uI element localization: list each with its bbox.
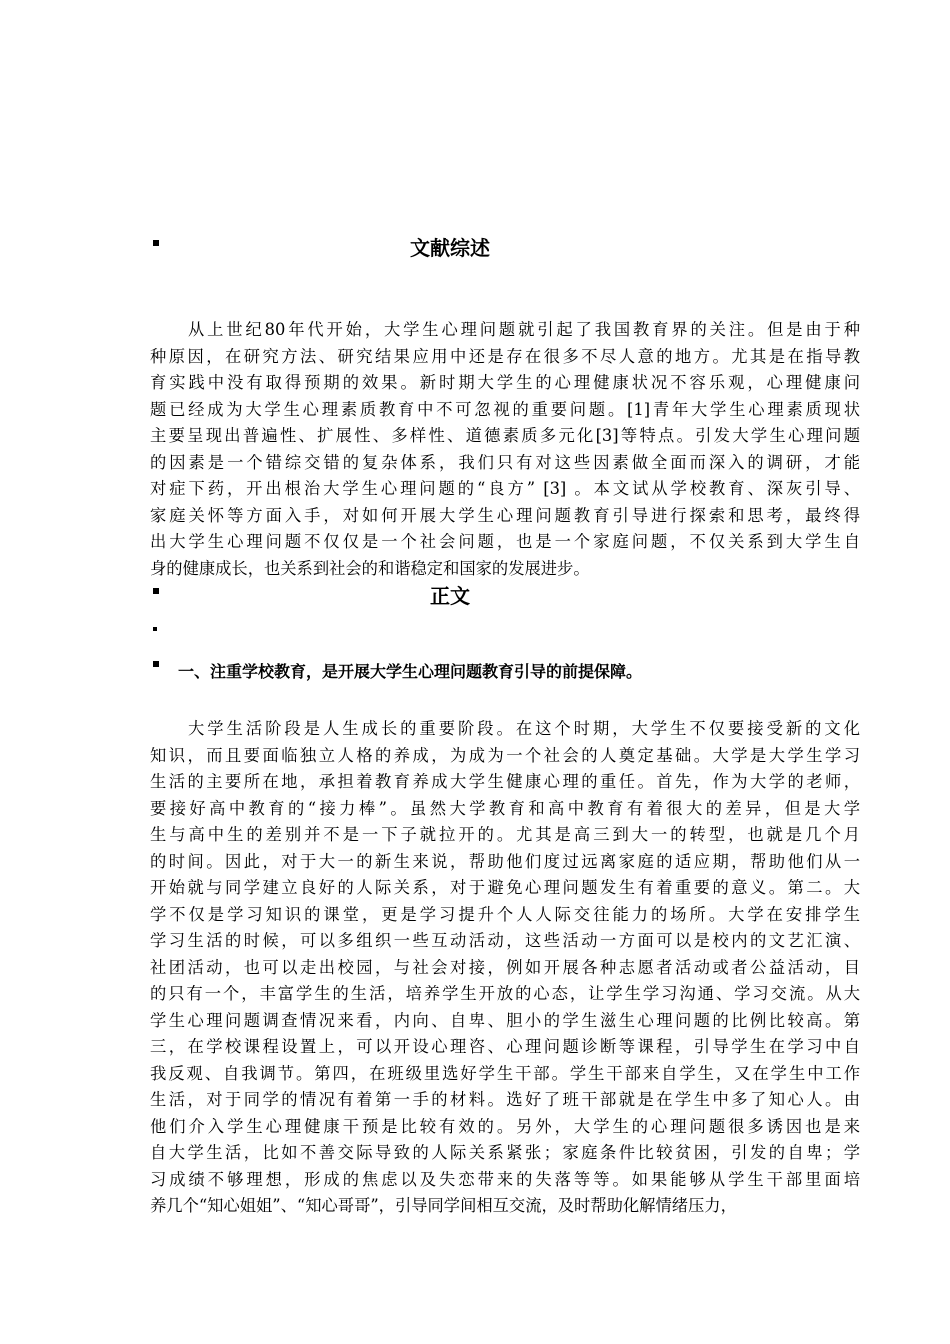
text-line: 身的健康成长，也关系到社会的和谐稳定和国家的发展进步。	[150, 558, 590, 578]
text-line: 开始就与同学建立良好的人际关系，对于避免心理问题发生有着重要的意义。第二。大	[150, 878, 860, 897]
text-line: 三，在学校课程设置上，可以开设心理咨、心理问题诊断等课程，引导学生在学习中自	[150, 1037, 860, 1056]
text-line: 出大学生心理问题不仅仅是一个社会问题，也是一个家庭问题，不仅关系到大学生自	[150, 532, 860, 551]
text-line: 习成绩不够理想，形成的焦虑以及失恋带来的失落等等。如果能够从学生干部里面培	[150, 1169, 860, 1189]
section-title-main-body: 正文	[430, 584, 470, 608]
text-line: 种原因，在研究方法、研究结果应用中还是存在很多不尽人意的地方。尤其是在指导教	[150, 346, 860, 366]
text-line: 要接好高中教育的“接力棒”。虽然大学教育和高中教育有着很大的差异，但是大学	[150, 798, 860, 818]
text-line: 养几个“知心姐姐”、“知心哥哥”，引导同学间相互交流，及时帮助化解情绪压力，	[150, 1196, 737, 1215]
text-line: 的只有一个，丰富学生的生活，培养学生开放的心态，让学生学习沟通、学习交流。从大	[150, 984, 860, 1003]
text-line: 主要呈现出普遍性、扩展性、多样性、道德素质多元化[3]等特点。引发大学生心理问题	[150, 426, 860, 445]
text-line: 的因素是一个错综交错的复杂体系，我们只有对这些因素做全面而深入的调研，才能	[150, 452, 860, 472]
text-line: 生与高中生的差别并不是一下子就拉开的。尤其是高三到大一的转型，也就是几个月	[150, 825, 860, 844]
empty-bullet-marker	[153, 627, 157, 631]
text-line: 的时间。因此，对于大一的新生来说，帮助他们度过远离家庭的适应期，帮助他们从一	[150, 851, 860, 871]
section-title-literature-review: 文献综述	[410, 236, 490, 260]
text-line: 对症下药，开出根治大学生心理问题的“良方” [3] 。本文试从学校教育、深灰引导、	[150, 479, 860, 498]
text-line: 育实践中没有取得预期的效果。新时期大学生的心理健康状况不容乐观，心理健康问	[150, 373, 860, 392]
literature-review-paragraph	[150, 317, 860, 582]
text-line: 生活，对于同学的情况有着第一手的材料。选好了班干部就是在学生中多了知心人。由	[150, 1090, 860, 1109]
text-line: 题已经成为大学生心理素质教育中不可忽视的重要问题。[1]青年大学生心理素质现状	[150, 399, 860, 419]
text-line: 自大学生活，比如不善交际导致的人际关系紧张；家庭条件比较贫困，引发的自卑；学	[150, 1143, 860, 1162]
text-line: 学习生活的时候，可以多组织一些互动活动，这些活动一方面可以是校内的文艺汇演、	[150, 931, 860, 950]
text-line: 家庭关怀等方面入手，对如何开展大学生心理问题教育引导进行探索和思考，最终得	[150, 505, 860, 525]
main-body-paragraph	[150, 716, 860, 1220]
text-line: 我反观、自我调节。第四，在班级里选好学生干部。学生干部来自学生，又在学生中工作	[150, 1063, 860, 1083]
text-line: 生活的主要所在地，承担着教育养成大学生健康心理的重任。首先，作为大学的老师，	[150, 772, 860, 791]
subheading-school-education: 一、注重学校教育，是开展大学生心理问题教育引导的前提保障。	[178, 662, 643, 681]
text-line: 大学生活阶段是人生成长的重要阶段。在这个时期，大学生不仅要接受新的文化	[188, 719, 860, 738]
text-line: 学不仅是学习知识的课堂，更是学习提升个人人际交往能力的场所。大学在安排学生	[150, 904, 860, 924]
text-line: 从上世纪80年代开始，大学生心理问题就引起了我国教育界的关注。但是由于种	[188, 320, 860, 339]
text-line: 他们介入学生心理健康干预是比较有效的。另外，大学生的心理问题很多诱因也是来	[150, 1116, 860, 1136]
text-line: 学生心理问题调查情况来看，内向、自卑、胆小的学生滋生心理问题的比例比较高。第	[150, 1010, 860, 1030]
subheading-bullet-marker	[153, 661, 159, 667]
text-line: 社团活动，也可以走出校园，与社会对接，例如开展各种志愿者活动或者公益活动，目	[150, 957, 860, 977]
text-line: 知识，而且要面临独立人格的养成，为成为一个社会的人奠定基础。大学是大学生学习	[150, 745, 860, 765]
